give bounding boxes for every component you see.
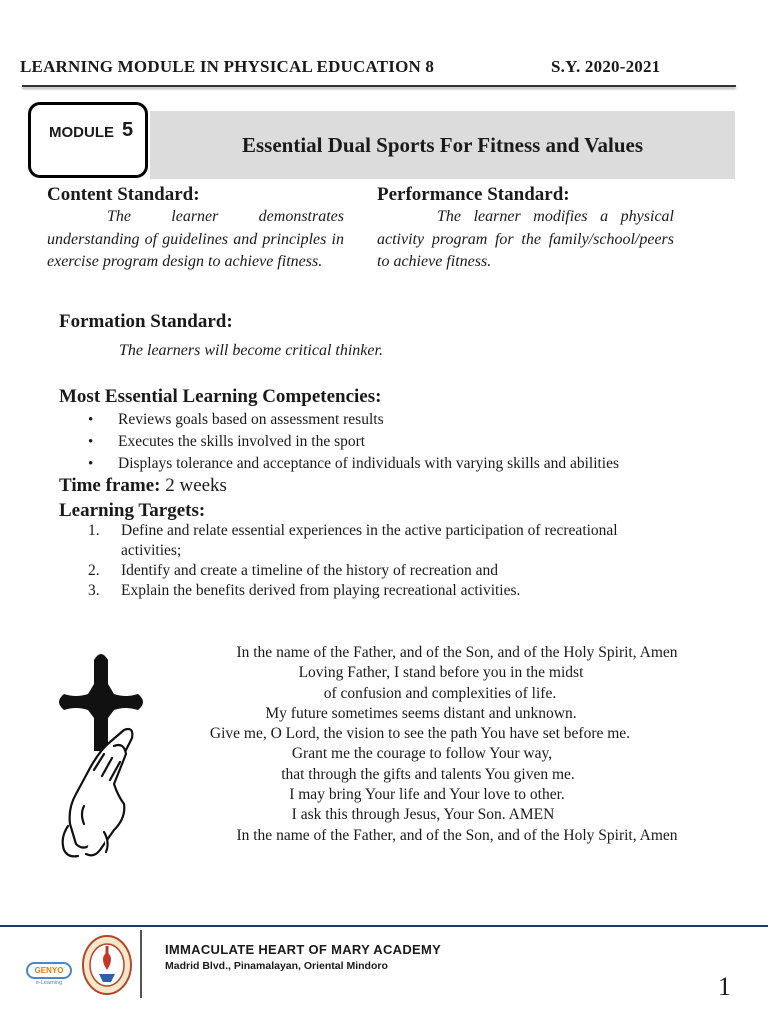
list-item: • Displays tolerance and acceptance of individuals with varying skills and abilities (88, 453, 748, 475)
performance-standard-heading: Performance Standard (377, 184, 564, 205)
content-standard: Content Standard: The learner demonstrates understanding of guidelines and principles in exercise program design to achieve fitness. (47, 184, 344, 274)
prayer-line: In the name of the Father, and of the Son, and of the Holy Spirit, Amen (236, 644, 678, 661)
page-number: 1 (718, 972, 731, 1001)
prayer-line: of confusion and complexities of life. (323, 684, 557, 702)
school-seal-icon (81, 934, 133, 996)
prayer-line: Loving Father, I stand before you in the midst (298, 664, 584, 682)
module-title: Essential Dual Sports For Fitness and Values (241, 132, 644, 157)
prayer-line: My future sometimes seems distant and unknown. (265, 704, 577, 722)
footer-divider (0, 925, 768, 927)
melc-list (88, 409, 748, 475)
prayer-line: I may bring Your life and Your love to other. (289, 786, 565, 804)
list-number: 3. (88, 582, 100, 599)
module-header-title: LEARNING MODULE IN PHYSICAL EDUCATION 8 (20, 57, 435, 76)
header-divider (22, 85, 736, 87)
time-frame-value: 2 weeks (165, 475, 227, 496)
list-number: 1. (88, 522, 100, 539)
list-text: Explain the benefits derived from playing recreational activities. (121, 582, 521, 599)
list-text: Define and relate essential experiences in the active participation of recreational (121, 522, 618, 539)
time-frame-label: Time frame: (59, 475, 161, 496)
content-standard-body: The learner demonstrates understanding of guidelines and principles in exercise program design to achieve fitness. (47, 208, 344, 270)
learning-targets-list (88, 521, 728, 601)
list-item (88, 581, 728, 601)
list-text-cont: activities; (121, 542, 182, 559)
prayer-line: that through the gifts and talents You given me. (281, 765, 575, 783)
school-name: IMMACULATE HEART OF MARY ACADEMY (165, 942, 442, 957)
school-year: S.Y. 2020-2021 (551, 57, 661, 76)
list-item (88, 521, 728, 561)
module-number: 5 (122, 119, 134, 141)
formation-standard-body: The learners will become critical thinker. (119, 342, 383, 359)
footer-separator (140, 930, 142, 998)
prayer-line: In the name of the Father, and of the Son, and of the Holy Spirit, Amen (236, 826, 678, 844)
list-number: 2. (88, 562, 100, 579)
list-item: • Reviews goals based on assessment results (88, 409, 748, 431)
performance-standard: Performance Standard: The learner modifies a physical activity program for the family/school/peers to achieve fitness. (377, 184, 674, 274)
formation-standard-heading-wrap: Formation Standard: (59, 311, 233, 332)
genyo-logo-sub: e-Learning (35, 980, 63, 986)
formation-standard-heading: Formation Standard (59, 311, 227, 332)
module-number-box (28, 102, 148, 178)
list-item (88, 561, 728, 581)
melc-heading: Most Essential Learning Competencies: (59, 386, 382, 407)
time-frame (59, 475, 227, 497)
list-text: Identify and create a timeline of the history of recreation and (121, 562, 499, 579)
prayer-line: I ask this through Jesus, Your Son. AMEN (291, 806, 555, 824)
performance-standard-body: The learner modifies a physical activity program for the family/school/peers to achieve fitness. (377, 208, 674, 270)
cross-praying-hands-icon (54, 646, 154, 864)
prayer-line: Give me, O Lord, the vision to see the path You have set before me. (209, 725, 631, 743)
genyo-logo-text: GENYO (26, 962, 72, 979)
prayer (150, 643, 720, 846)
genyo-logo (26, 962, 72, 986)
prayer-line: Grant me the courage to follow Your way, (291, 745, 553, 763)
school-address: Madrid Blvd., Pinamalayan, Oriental Mindoro (165, 960, 388, 972)
content-standard-heading: Content Standard (47, 184, 194, 205)
learning-targets-heading: Learning Targets: (59, 500, 206, 521)
list-item: • Executes the skills involved in the sport (88, 431, 748, 453)
school-info (165, 942, 441, 972)
module-label: MODULE (49, 124, 114, 141)
